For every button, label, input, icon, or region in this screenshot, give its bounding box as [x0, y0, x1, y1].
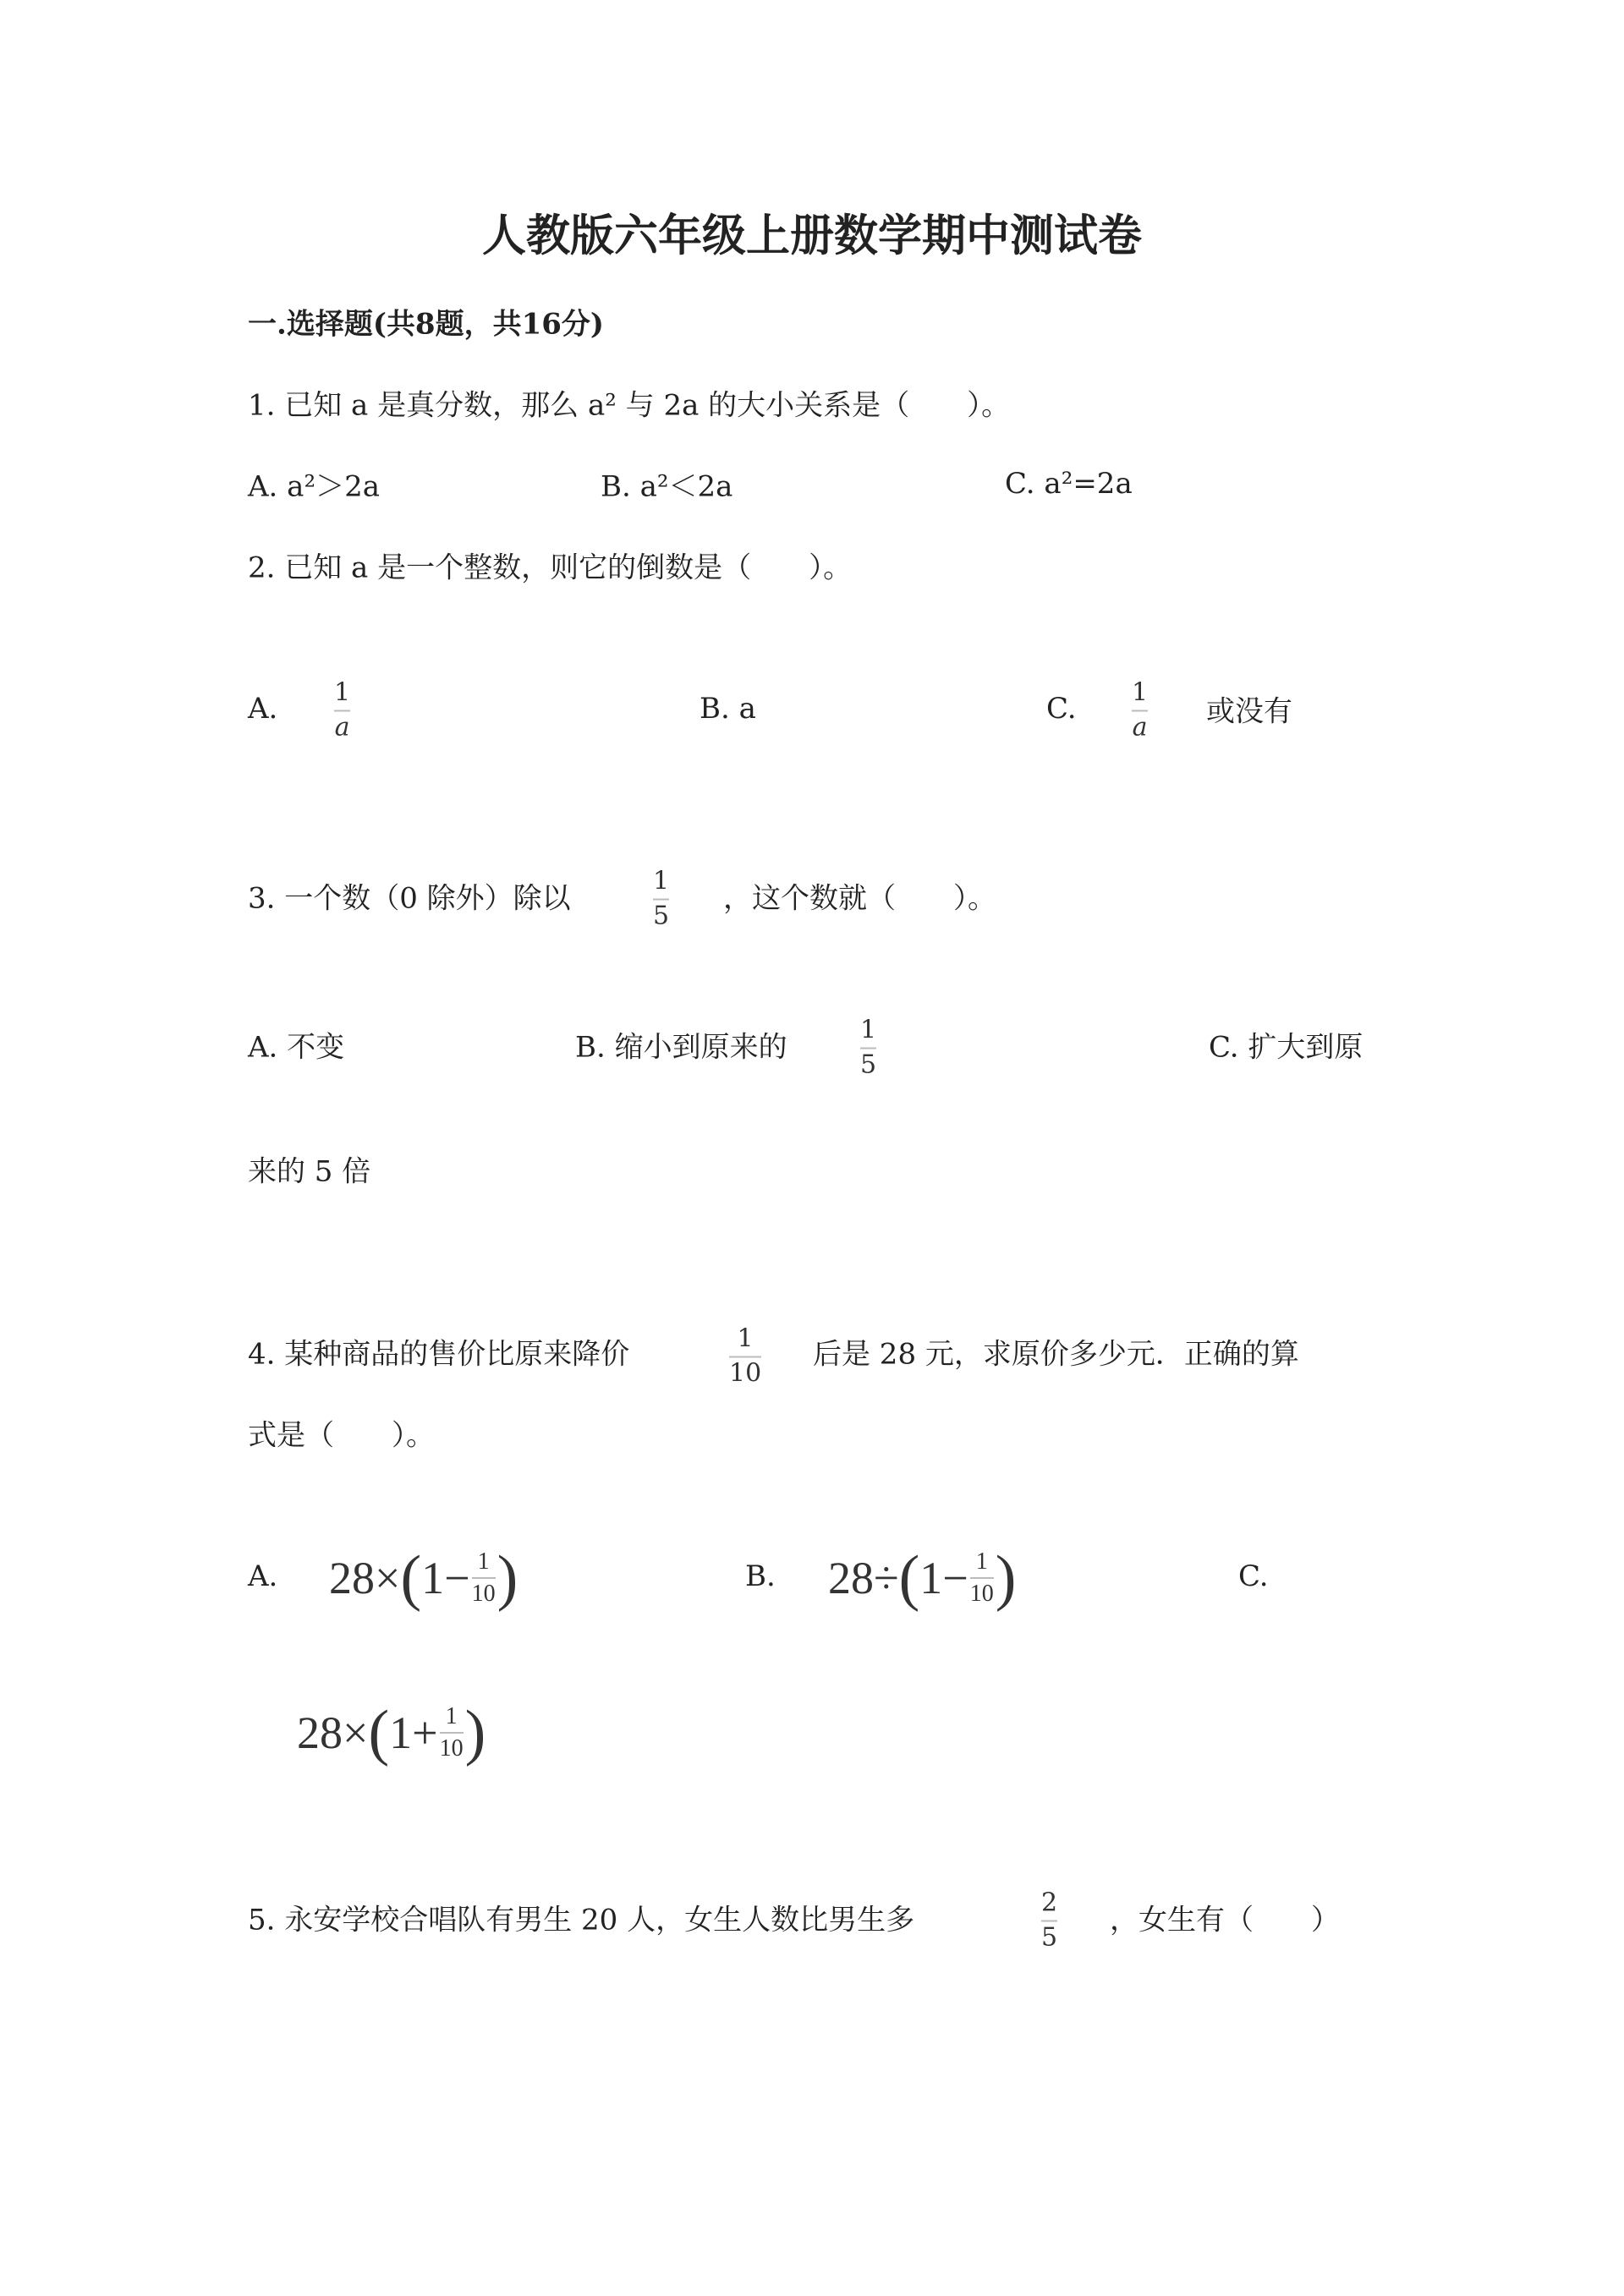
q3-option-c: C. 扩大到原: [1209, 1030, 1363, 1065]
q3-b-fraction: [860, 1016, 876, 1080]
q5-fraction: [1041, 1889, 1057, 1953]
fraction-bar: [729, 1356, 761, 1357]
expr-lead: 28×: [297, 1707, 369, 1758]
fraction-bar: [860, 1047, 876, 1049]
numerator: 1: [1132, 677, 1149, 708]
denominator: a: [1132, 712, 1148, 742]
paren-open: (: [400, 1543, 422, 1613]
fraction-bar: [440, 1732, 464, 1734]
fraction-bar: [334, 710, 350, 711]
q2-c-suffix: 或没有: [1206, 694, 1292, 729]
numerator: 1: [737, 1323, 754, 1354]
numerator: 1: [334, 677, 351, 708]
denominator: 10: [471, 1581, 496, 1607]
question-5: 5. 永安学校合唱队有男生 20 人，女生人数比男生多: [248, 1903, 915, 1937]
expr-op: 1−: [421, 1553, 470, 1603]
q4-option-b: B.: [745, 1559, 776, 1593]
fraction-bar: [1132, 710, 1148, 711]
question-4-wrap: 式是（ ）。: [248, 1418, 435, 1453]
denominator: 10: [439, 1735, 464, 1762]
page-title: 人教版六年级上册数学期中测试卷: [481, 210, 1142, 262]
fraction-bar: [1041, 1920, 1057, 1921]
q2-a-fraction: [334, 679, 350, 743]
q2-option-a: A.: [248, 692, 278, 726]
paren-close: ): [995, 1543, 1017, 1613]
q3-option-c-wrap: 来的 5 倍: [248, 1154, 371, 1189]
question-1: 1. 已知 a 是真分数，那么 a² 与 2a 的大小关系是（ ）。: [248, 388, 1011, 423]
fraction-bar: [970, 1577, 994, 1579]
q3-fraction: [653, 868, 669, 931]
denominator: 10: [729, 1358, 762, 1388]
denominator: 5: [653, 901, 670, 930]
numerator: 1: [445, 1702, 458, 1729]
numerator: 1: [975, 1548, 988, 1575]
q4-a-expression: [329, 1543, 518, 1613]
paren-open: (: [368, 1698, 390, 1767]
question-4-rest: 后是 28 元，求原价多少元．正确的算: [813, 1337, 1299, 1372]
q4-b-expression: [828, 1543, 1017, 1613]
q1-option-b: B. a²＜2a: [601, 469, 733, 504]
q2-c-fraction: [1132, 679, 1148, 743]
q4-c-expression: [297, 1698, 486, 1767]
q2-option-c: C.: [1046, 692, 1077, 726]
expr-lead: 28÷: [828, 1553, 899, 1603]
q4-option-a: A.: [248, 1559, 278, 1593]
expr-op: 1−: [919, 1553, 968, 1603]
q1-option-c: C. a²=2a: [1005, 467, 1133, 501]
paren-close: ): [464, 1698, 486, 1767]
denominator: 10: [969, 1581, 994, 1607]
fraction-bar: [653, 898, 669, 900]
paren-close: ): [497, 1543, 518, 1613]
numerator: 1: [653, 866, 670, 896]
section-heading: 一.选择题(共8题，共16分): [248, 307, 604, 342]
question-3: 3. 一个数（0 除外）除以: [248, 881, 571, 916]
expr-fraction: [472, 1548, 496, 1608]
numerator: 1: [860, 1015, 877, 1045]
denominator: 5: [1041, 1922, 1058, 1952]
expr-lead: 28×: [329, 1553, 401, 1603]
q4-fraction: [729, 1325, 761, 1389]
expr-op: 1+: [389, 1707, 438, 1758]
question-5-rest: ，女生有（ ）: [1110, 1903, 1340, 1937]
q3-option-b: B. 缩小到原来的: [575, 1030, 787, 1065]
expr-fraction: [440, 1703, 464, 1762]
q1-option-a: A. a²＞2a: [248, 469, 380, 504]
paren-open: (: [898, 1543, 920, 1613]
q2-option-b: B. a: [700, 692, 756, 726]
denominator: a: [334, 712, 350, 742]
numerator: 1: [477, 1548, 490, 1575]
question-4: 4. 某种商品的售价比原来降价: [248, 1337, 630, 1372]
fraction-bar: [472, 1577, 496, 1579]
expr-fraction: [970, 1548, 994, 1608]
denominator: 5: [860, 1049, 877, 1079]
q4-option-c: C.: [1238, 1559, 1269, 1593]
question-3-rest: ，这个数就（ ）。: [723, 881, 996, 916]
numerator: 2: [1041, 1888, 1058, 1918]
q3-option-a: A. 不变: [248, 1030, 345, 1065]
question-2: 2. 已知 a 是一个整数，则它的倒数是（ ）。: [248, 551, 853, 585]
